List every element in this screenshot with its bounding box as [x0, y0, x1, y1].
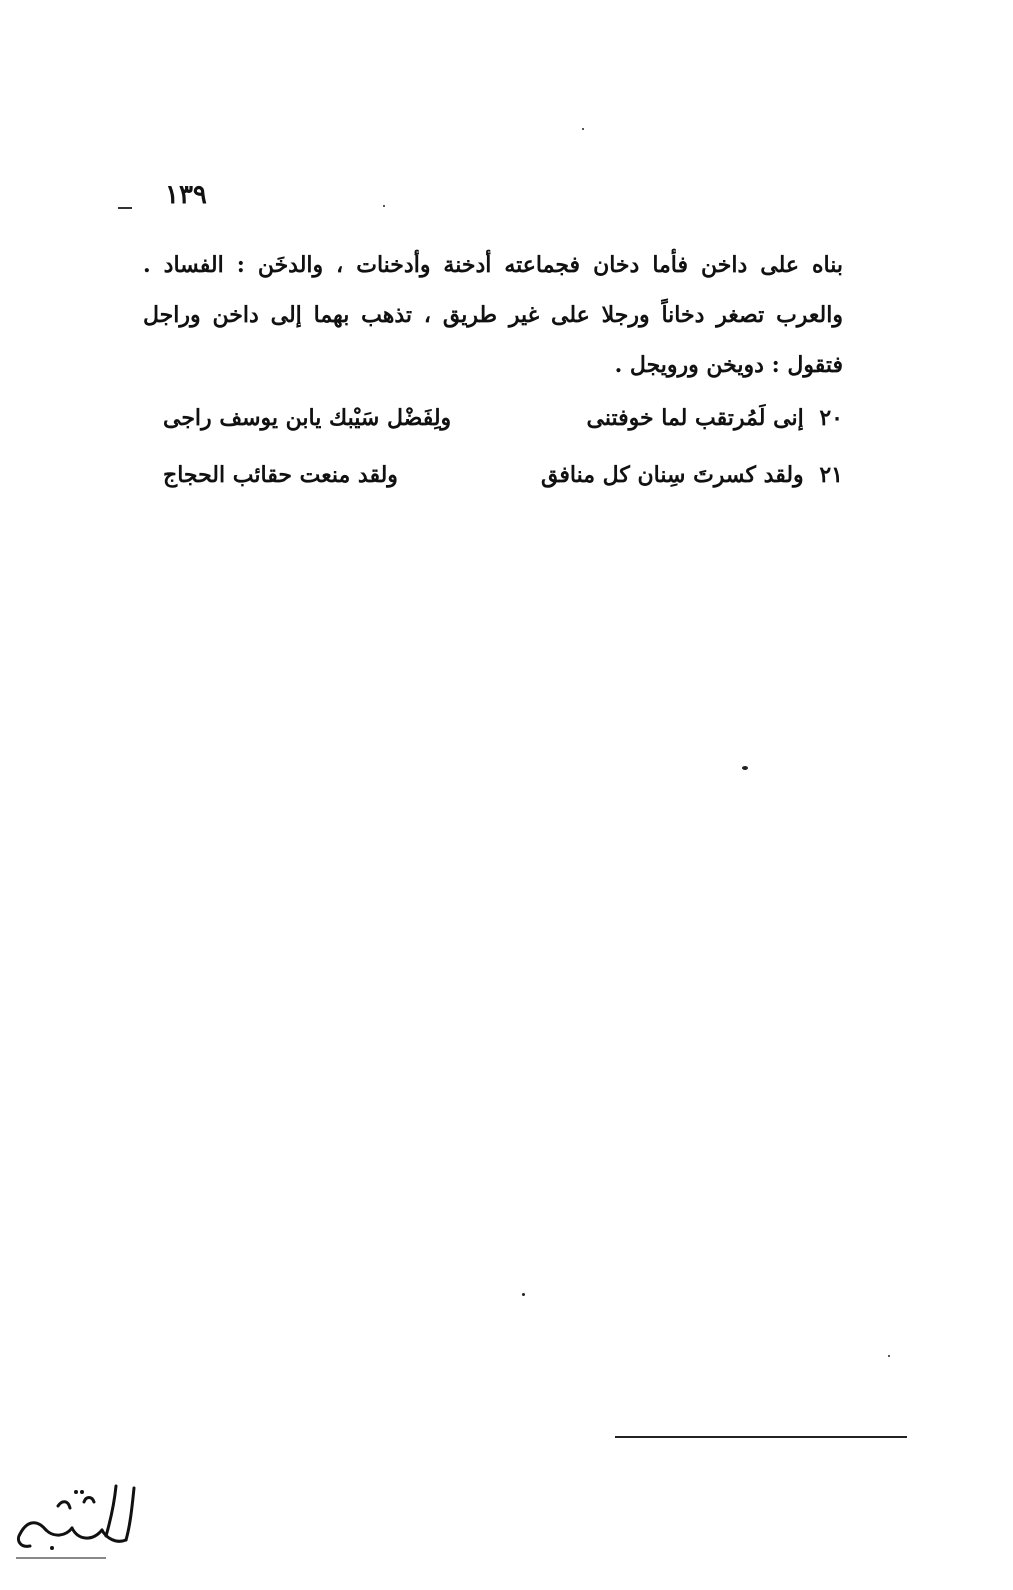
verse-second-hemistich: ولقد منعت حقائب الحجاج	[163, 462, 398, 488]
publisher-logo	[6, 1478, 146, 1568]
scan-speck	[522, 1293, 525, 1296]
verse-first-hemistich	[587, 405, 844, 431]
footer-rule	[615, 1436, 907, 1438]
scan-speck	[742, 766, 748, 770]
verse-number: ٢٠	[819, 405, 843, 431]
commentary-line: والعرب تصغر دخاناً ورجلا على غير طريق ، تذهب بهما إلى داخن وراجل	[143, 302, 843, 328]
verse-line	[163, 462, 843, 488]
verse-line	[163, 405, 843, 431]
verse-second-hemistich: ولِفَضْل سَيْبك يابن يوسف راجى	[163, 405, 452, 431]
commentary-line: فتقول : دويخن ورويجل .	[614, 352, 843, 378]
scan-speck	[888, 1355, 890, 1357]
page-number: ١٣٩	[165, 180, 207, 210]
verse-first-text: إنى لَمُرتقب لما خوفتنى	[586, 405, 804, 431]
commentary-paragraph	[143, 240, 843, 390]
verse-number: ٢١	[819, 462, 843, 488]
margin-dash	[118, 207, 132, 209]
verse-first-hemistich	[541, 462, 843, 488]
verse-first-text: ولقد كسرتَ سِنان كل منافق	[541, 462, 804, 488]
scan-speck	[383, 205, 385, 207]
commentary-line: بناه على داخن فأما دخان فجماعته أدخنة وأدخنات ، والدخَن : الفساد .	[143, 252, 843, 278]
scan-speck	[582, 128, 584, 130]
